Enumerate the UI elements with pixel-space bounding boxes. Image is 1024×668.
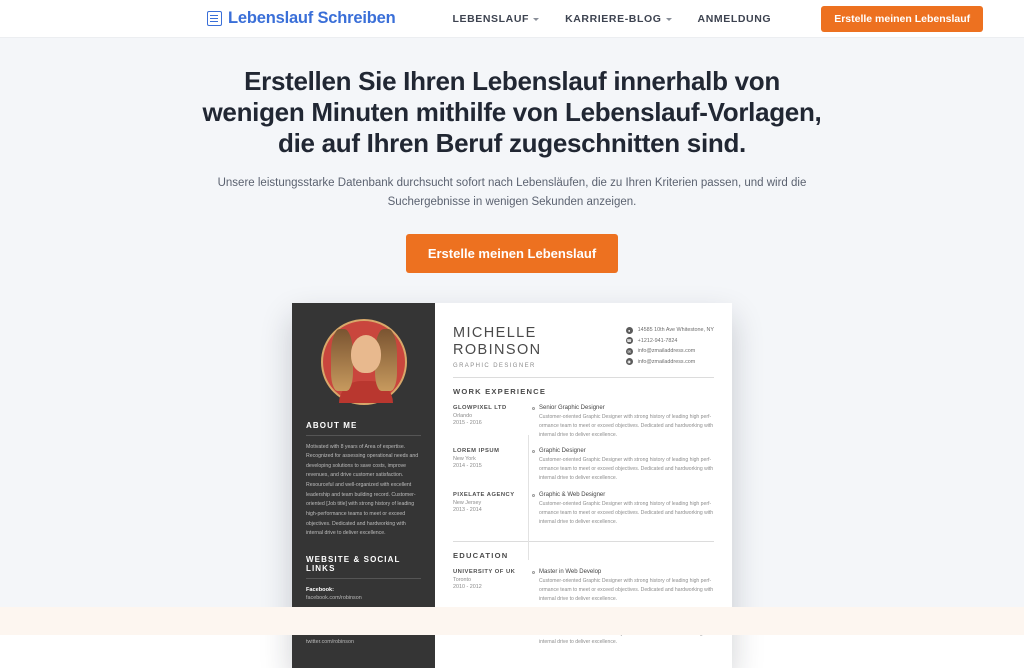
footer-strip xyxy=(0,607,1024,635)
location-icon: ● xyxy=(626,327,633,334)
phone-icon: ☎ xyxy=(626,338,632,343)
entry-dates: 2014 - 2015 xyxy=(453,463,482,470)
globe-icon: ◉ xyxy=(627,359,631,364)
list-item xyxy=(626,327,714,334)
about-me-text: Motivated with 8 years of Area of expertise. Recognized for assessing operational needs and developing solutions to save costs, improve revenues, and drive customer satisfaction. Resourceful and well-organized with excellent leadership and team building record. Customer-oriented [Job title] with strong history of leading high-performance teams to meet or exceed objectives. Dedicated and hardworking with internal drive to deliver excellence. xyxy=(306,443,419,537)
social-links-heading: WEBSITE & SOCIAL LINKS xyxy=(306,554,401,573)
divider xyxy=(528,435,529,560)
contact-value: +1212-941-7824 xyxy=(637,337,678,344)
chevron-down-icon xyxy=(533,18,539,21)
document-lines-icon xyxy=(207,11,222,26)
resume-name-line1: MICHELLE xyxy=(453,324,537,341)
entry-meta xyxy=(453,569,527,604)
entry-degree: Master in Web Develop xyxy=(539,568,602,575)
social-label: Facebook: xyxy=(306,586,334,593)
divider xyxy=(306,578,421,579)
entry-location: Orlando xyxy=(453,412,473,419)
entry-description: Customer-oriented Graphic Designer with strong history of leading high perf-ormance team to meet or exceed objectives. Dedicated and hardworking with internal drive to deliver excellence. xyxy=(539,457,714,482)
entry-body xyxy=(539,448,714,483)
brand-name: Lebenslauf Schreiben xyxy=(228,9,396,27)
divider xyxy=(306,435,421,436)
nav-item-label: LEBENSLAUF xyxy=(452,12,530,25)
nav-item-karriere-blog[interactable] xyxy=(565,13,671,25)
hero-subtitle: Unsere leistungsstarke Datenbank durchsucht sofort nach Lebensläufen, die zu Ihren Kriterien passen, und wird die Suchergebnisse in wenigen Sekunden anzeigen. xyxy=(217,176,807,208)
entry-description: internal drive to deliver excellence. xyxy=(539,639,618,646)
header-cta-button[interactable]: Erstelle meinen Lebenslauf xyxy=(821,6,983,32)
nav-links xyxy=(452,6,983,32)
table-row xyxy=(453,569,714,604)
entry-job-title: Graphic Designer xyxy=(539,448,586,455)
contact-list xyxy=(626,327,714,369)
entry-body xyxy=(539,492,714,527)
social-value: facebook.com/robinson xyxy=(306,594,362,601)
page-title: Erstellen Sie Ihren Lebenslauf innerhalb von wenigen Minuten mithilfe von Lebenslauf-Vorlagen, die auf Ihren Beruf zugeschnitten sind. xyxy=(202,66,822,159)
brand-logo[interactable] xyxy=(207,9,395,28)
entry-dates: 2015 - 2016 xyxy=(453,419,482,426)
entry-location: New York xyxy=(453,456,476,463)
entry-location: Toronto xyxy=(453,576,471,583)
about-me-heading: ABOUT ME xyxy=(306,420,358,430)
resume-role: GRAPHIC DESIGNER xyxy=(453,362,536,369)
nav-item-label: KARRIERE-BLOG xyxy=(565,12,662,25)
resume-name-line2: ROBINSON xyxy=(453,341,542,358)
entry-meta xyxy=(453,405,527,440)
divider xyxy=(453,377,714,378)
social-value: twitter.com/robinson xyxy=(306,638,354,645)
nav-item-lebenslauf[interactable] xyxy=(452,13,539,25)
contact-value: info@zmailaddress.com xyxy=(637,348,696,354)
resume-header xyxy=(453,325,714,369)
contact-value: 14585 10th Ave Whitestone, NY xyxy=(637,327,714,333)
hero-cta-button[interactable]: Erstelle meinen Lebenslauf xyxy=(406,234,618,273)
entry-org: UNIVERSITY OF UK xyxy=(453,568,516,575)
top-navigation-bar xyxy=(0,0,1024,38)
entry-body xyxy=(539,569,714,604)
list-item xyxy=(626,358,714,365)
entry-org: PIXELATE AGENCY xyxy=(453,492,515,499)
work-experience-heading: WORK EXPERIENCE xyxy=(453,386,547,396)
entry-dates: 2013 - 2014 xyxy=(453,507,482,514)
entry-job-title: Senior Graphic Designer xyxy=(539,404,605,411)
contact-value: info@zmailaddress.com xyxy=(637,358,696,365)
entry-job-title: Graphic & Web Designer xyxy=(539,492,606,499)
table-row xyxy=(453,492,714,527)
entry-description: Customer-oriented Graphic Designer with strong history of leading high perf-ormance team to meet or exceed objectives. Dedicated and hardworking with internal drive to deliver excellence. xyxy=(539,501,714,525)
mail-icon: ✉ xyxy=(627,348,631,354)
chevron-down-icon xyxy=(666,18,672,21)
entry-meta xyxy=(453,448,527,483)
hero-section xyxy=(0,38,1024,646)
entry-location: New Jersey xyxy=(453,500,482,507)
entry-meta xyxy=(453,492,527,527)
entry-org: GLOWPIXEL LTD xyxy=(453,404,507,411)
entry-org: LOREM IPSUM xyxy=(453,448,500,455)
list-item xyxy=(626,348,714,355)
avatar xyxy=(321,319,407,405)
divider xyxy=(453,541,714,542)
bullet-icon xyxy=(527,569,539,604)
nav-item-label: ANMELDUNG xyxy=(697,12,772,25)
education-heading: EDUCATION xyxy=(453,550,509,560)
entry-dates: 2010 - 2012 xyxy=(453,583,482,590)
entry-description: Customer-oriented Graphic Designer with strong history of leading high perf-ormance team to meet or exceed objectives. Dedicated and hardworking with internal drive to deliver excellence. xyxy=(539,577,714,602)
nav-item-anmeldung[interactable] xyxy=(698,13,772,25)
table-row xyxy=(453,405,714,440)
list-item xyxy=(626,337,714,344)
hero-cta-wrap xyxy=(0,234,1024,273)
table-row xyxy=(453,448,714,483)
resume-identity xyxy=(453,325,542,369)
entry-description: Customer-oriented Graphic Designer with strong history of leading high perf-ormance team to meet or exceed objectives. Dedicated and hardworking with internal drive to deliver excellence. xyxy=(539,413,714,438)
entry-body xyxy=(539,405,714,440)
list-item xyxy=(306,587,421,601)
